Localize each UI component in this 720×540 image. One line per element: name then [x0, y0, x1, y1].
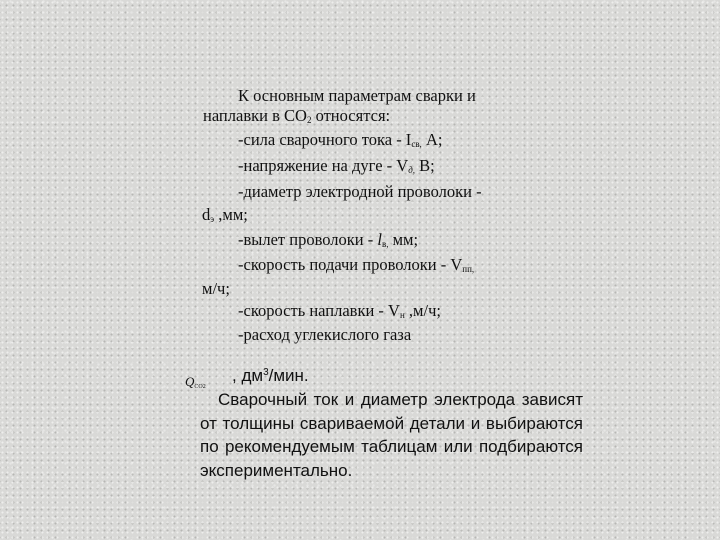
param-arc-voltage: [238, 156, 435, 176]
unit-text: , дм: [232, 366, 264, 385]
param-subscript: д,: [408, 165, 415, 175]
param-subscript: э: [210, 214, 215, 224]
param-gas-flow: [238, 325, 411, 345]
param-unit: ,мм;: [214, 205, 248, 224]
param-unit: ,м/ч;: [404, 301, 441, 320]
param-text: -напряжение на дуге - V: [238, 156, 409, 175]
q-letter: Q: [185, 374, 195, 389]
param-welding-current: [238, 130, 442, 150]
param-text: -вылет проволоки -: [238, 230, 378, 249]
param-subscript: пп,: [462, 264, 475, 274]
param-unit: В;: [415, 156, 435, 175]
param-wire-feed-speed-cont: [202, 279, 230, 299]
intro-text-1: К основным параметрам сварки и: [238, 86, 476, 105]
param-text: -сила сварочного тока - I: [238, 130, 412, 149]
param-text: -диаметр электродной проволоки -: [238, 182, 482, 201]
q-subscript: CO2: [194, 384, 206, 390]
param-subscript: св,: [411, 139, 422, 149]
recommendation-paragraph: Сварочный ток и диаметр электрода зависят от толщины свариваемой детали и выбираются по рекомендуемым таблицам или подбираются экспериментально.: [200, 390, 583, 480]
param-unit: А;: [421, 130, 443, 149]
param-subscript: в,: [381, 239, 389, 249]
param-subscript: н: [399, 310, 405, 320]
param-wire-stickout: [238, 230, 418, 250]
param-text: -расход углекислого газа: [238, 325, 412, 344]
co2-subscript: 2: [306, 115, 312, 125]
intro-line-2: [203, 106, 390, 126]
intro-text-2-end: относятся:: [311, 106, 391, 125]
param-symbol: d: [202, 205, 211, 224]
param-electrode-diameter-cont: [202, 205, 248, 225]
param-text: -скорость подачи проволоки - V: [238, 255, 463, 274]
param-text: -скорость наплавки - V: [238, 301, 400, 320]
param-unit: мм;: [388, 230, 419, 249]
param-symbol: l: [377, 230, 382, 249]
unit-text-end: /мин.: [268, 366, 309, 385]
param-deposition-speed: [238, 301, 441, 321]
unit-superscript: 3: [263, 367, 269, 378]
intro-text-2: наплавки в СО: [203, 106, 307, 125]
param-unit: м/ч;: [202, 279, 230, 298]
gas-flow-unit: [232, 366, 309, 386]
param-electrode-diameter: [238, 182, 482, 202]
param-wire-feed-speed: [238, 255, 474, 275]
intro-line-1: [238, 86, 476, 106]
